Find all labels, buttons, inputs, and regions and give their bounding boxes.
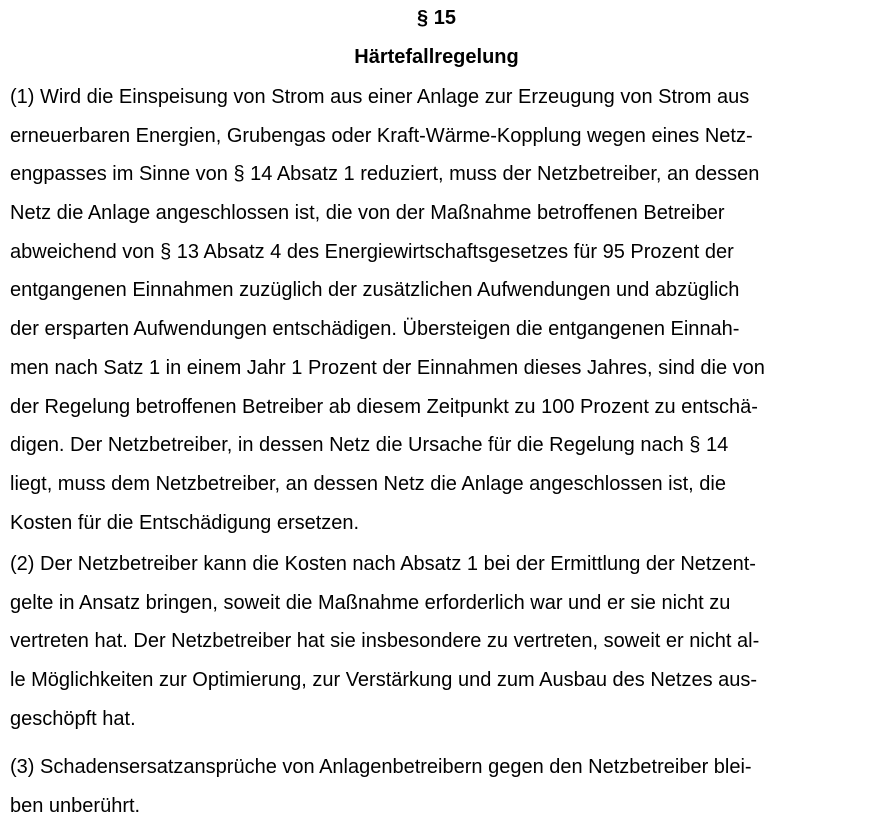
paragraph-line: vertreten hat. Der Netzbetreiber hat sie insbesondere zu vertreten, soweit er nicht al-: [10, 630, 760, 653]
paragraph-line: erneuerbaren Energien, Grubengas oder Kraft-Wärme-Kopplung wegen eines Netz-: [10, 124, 753, 147]
paragraph-line: (1) Wird die Einspeisung von Strom aus einer Anlage zur Erzeugung von Strom aus: [10, 86, 750, 108]
paragraph-3: [10, 748, 870, 825]
paragraph-line: ben unberührt.: [10, 794, 141, 817]
paragraph-line: geschöpft hat.: [10, 707, 136, 730]
paragraph-line: Kosten für die Entschädigung ersetzen.: [10, 511, 360, 534]
paragraph-line: men nach Satz 1 in einem Jahr 1 Prozent der Einnahmen dieses Jahres, sind die von: [10, 356, 765, 379]
paragraph-line: (3) Schadensersatzansprüche von Anlagenbetreibern gegen den Netzbetreiber blei-: [10, 756, 752, 778]
paragraph-line: digen. Der Netzbetreiber, in dessen Netz die Ursache für die Regelung nach § 14: [10, 434, 729, 457]
section-number: § 15: [417, 7, 456, 29]
paragraph-1: [10, 78, 870, 542]
paragraph-line: liegt, muss dem Netzbetreiber, an dessen Netz die Anlage angeschlossen ist, die: [10, 472, 726, 495]
paragraph-line: entgangenen Einnahmen zuzüglich der zusätzlichen Aufwendungen und abzüglich: [10, 279, 740, 302]
paragraph-2: [10, 545, 870, 738]
paragraph-line: der ersparten Aufwendungen entschädigen. Übersteigen die entgangenen Einnah-: [10, 318, 740, 341]
paragraph-line: der Regelung betroffenen Betreiber ab diesem Zeitpunkt zu 100 Prozent zu entschä-: [10, 395, 758, 418]
paragraph-line: (2) Der Netzbetreiber kann die Kosten nach Absatz 1 bei der Ermittlung der Netzent-: [10, 553, 756, 575]
paragraph-line: le Möglichkeiten zur Optimierung, zur Verstärkung und zum Ausbau des Netzes aus-: [10, 669, 758, 692]
section-title: Härtefallregelung: [354, 46, 519, 68]
paragraph-line: abweichend von § 13 Absatz 4 des Energiewirtschaftsgesetzes für 95 Prozent der: [10, 240, 734, 263]
paragraph-line: Netz die Anlage angeschlossen ist, die von der Maßnahme betroffenen Betreiber: [10, 202, 725, 225]
paragraph-line: gelte in Ansatz bringen, soweit die Maßnahme erforderlich war und er sie nicht zu: [10, 591, 731, 614]
paragraph-line: engpasses im Sinne von § 14 Absatz 1 reduziert, muss der Netzbetreiber, an dessen: [10, 163, 760, 186]
